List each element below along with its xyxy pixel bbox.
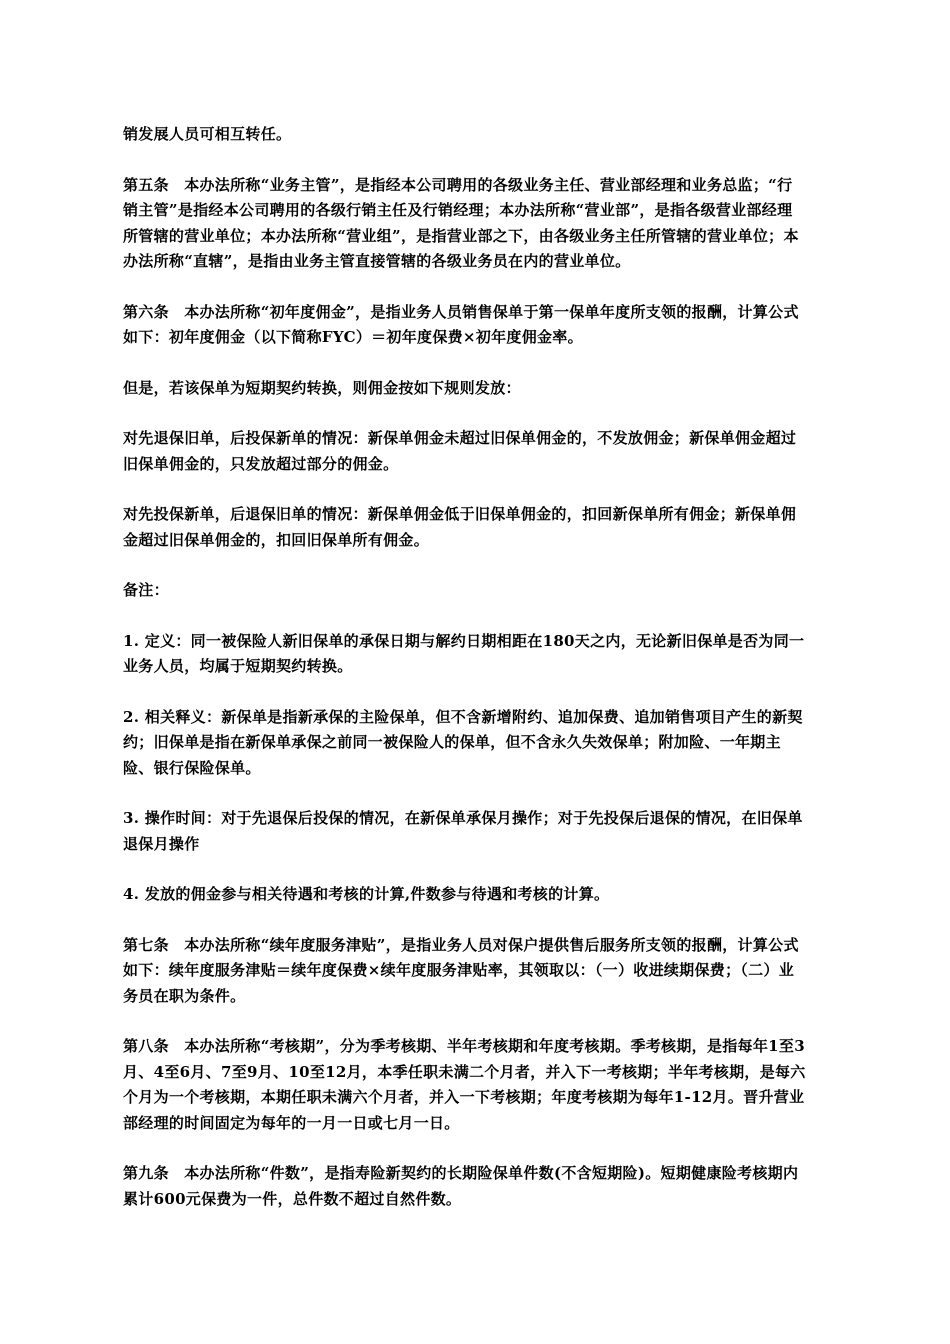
paragraph-surrender-first: 对先退保旧单，后投保新单的情况：新保单佣金未超过旧保单佣金的，不发放佣金；新保单佣金超过旧保单佣金的，只发放超过部分的佣金。 [123, 429, 797, 473]
paragraph-article-7: 第七条 本办法所称“续年度服务津贴”，是指业务人员对保户提供售后服务所支领的报酬，计算公式如下：续年度服务津贴＝续年度保费×续年度服务津贴率，其领取以：（一）收进续期保费；（二）业务员在职为条件。 [123, 935, 799, 1005]
paragraph-note-2: 2. 相关释义：新保单是指新承保的主险保单，但不含新增附约、追加保费、追加销售项目产生的新契约；旧保单是指在新保单承保之前同一被保险人的保单，但不含永久失效保单；附加险、一年期主险、银行保险保单。 [123, 707, 803, 777]
paragraph-insure-first: 对先投保新单，后退保旧单的情况：新保单佣金低于旧保单佣金的，扣回新保单所有佣金；新保单佣金超过旧保单佣金的，扣回旧保单所有佣金。 [123, 505, 797, 549]
paragraph-continuation: 销发展人员可相互转任。 [123, 125, 292, 143]
paragraph-article-9: 第九条 本办法所称“件数”，是指寿险新契约的长期险保单件数(不含短期险)。短期健康险考核期内累计600元保费为一件，总件数不超过自然件数。 [123, 1164, 799, 1208]
paragraph-article-5: 第五条 本办法所称“业务主管”，是指经本公司聘用的各级业务主任、营业部经理和业务总监；“行销主管”是指经本公司聘用的各级行销主任及行销经理；本办法所称“营业部”，是指各级营业部经理所管辖的营业单位；本办法所称“营业组”，是指营业部之下，由各级业务主任所管辖的营业单位；本办法所称“直辖”，是指由业务主管直接管辖的各级业务员在内的营业单位。 [123, 175, 799, 270]
paragraph-notes-heading: 备注： [123, 581, 169, 599]
document-body [123, 122, 807, 1237]
paragraph-short-term-rule: 但是，若该保单为短期契约转换，则佣金按如下规则发放： [123, 378, 521, 397]
paragraph-article-6: 第六条 本办法所称“初年度佣金”，是指业务人员销售保单于第一保单年度所支领的报酬，计算公式如下：初年度佣金（以下简称FYC）＝初年度保费×初年度佣金率。 [123, 302, 799, 346]
paragraph-article-8: 第八条 本办法所称“考核期”，分为季考核期、半年考核期和年度考核期。季考核期，是指每年1至3月、4至6月、7至9月、10至12月，本季任职未满二个月者，并入下一考核期；半年考核期，是每六个月为一个考核期，本期任职未满六个月者，并入一下考核期；年度考核期为每年1-12月。晋升营业部经理的时间固定为每年的一月一日或七月一日。 [123, 1037, 806, 1132]
paragraph-note-1: 1. 定义：同一被保险人新旧保单的承保日期与解约日期相距在180天之内，无论新旧保单是否为同一业务人员，均属于短期契约转换。 [123, 631, 805, 675]
paragraph-note-3: 3. 操作时间：对于先退保后投保的情况，在新保单承保月操作；对于先投保后退保的情况，在旧保单退保月操作 [123, 809, 803, 853]
paragraph-note-4: 4. 发放的佣金参与相关待遇和考核的计算,件数参与待遇和考核的计算。 [123, 885, 610, 903]
